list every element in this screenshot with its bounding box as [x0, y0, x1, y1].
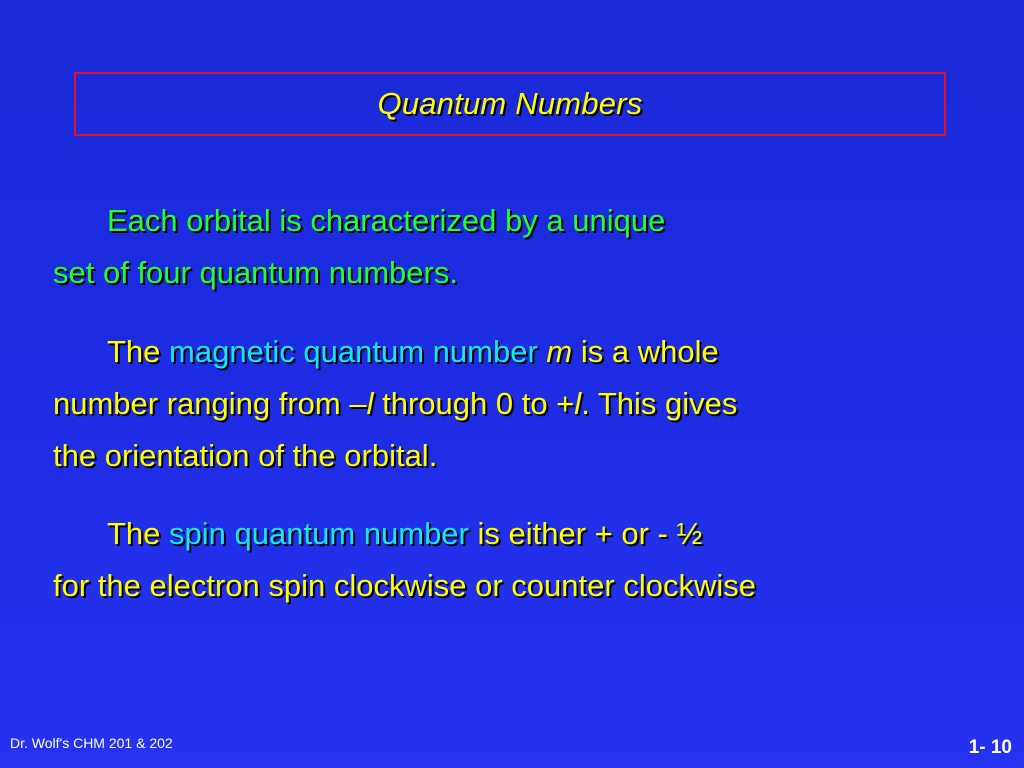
text-span: Each orbital is characterized by a unique: [107, 203, 666, 238]
paragraph-line: [53, 326, 737, 378]
symbol-l: l: [366, 386, 374, 421]
symbol-m: m: [546, 334, 573, 369]
text-span: through 0 to +: [373, 386, 575, 421]
term-spin-quantum-number: spin quantum number: [169, 516, 469, 551]
paragraph-line: [53, 508, 756, 560]
title-frame: [74, 72, 946, 136]
text-span: number ranging from –: [53, 386, 367, 421]
slide-number: 1- 10: [968, 737, 1012, 758]
paragraph-line: for the electron spin clockwise or counter clockwise: [53, 568, 756, 603]
text-span: . This gives: [581, 386, 738, 421]
text-span: is a whole: [572, 334, 719, 369]
paragraph-line: [53, 195, 665, 247]
text-span: is either + or - ½: [468, 516, 703, 551]
text-span: The: [107, 516, 170, 551]
paragraph-spin-quantum-number: [53, 508, 756, 612]
paragraph-line: set of four quantum numbers.: [53, 255, 458, 290]
term-magnetic-quantum-number: magnetic quantum number: [169, 334, 538, 369]
paragraph-line: [53, 378, 737, 430]
slide-title: Quantum Numbers: [377, 86, 643, 121]
paragraph-orbital-definition: [53, 195, 665, 299]
text-span: The: [107, 334, 170, 369]
paragraph-line: the orientation of the orbital.: [53, 438, 438, 473]
paragraph-magnetic-quantum-number: [53, 326, 737, 482]
symbol-l: l: [574, 386, 582, 421]
footer-course-label: Dr. Wolf's CHM 201 & 202: [10, 735, 173, 751]
